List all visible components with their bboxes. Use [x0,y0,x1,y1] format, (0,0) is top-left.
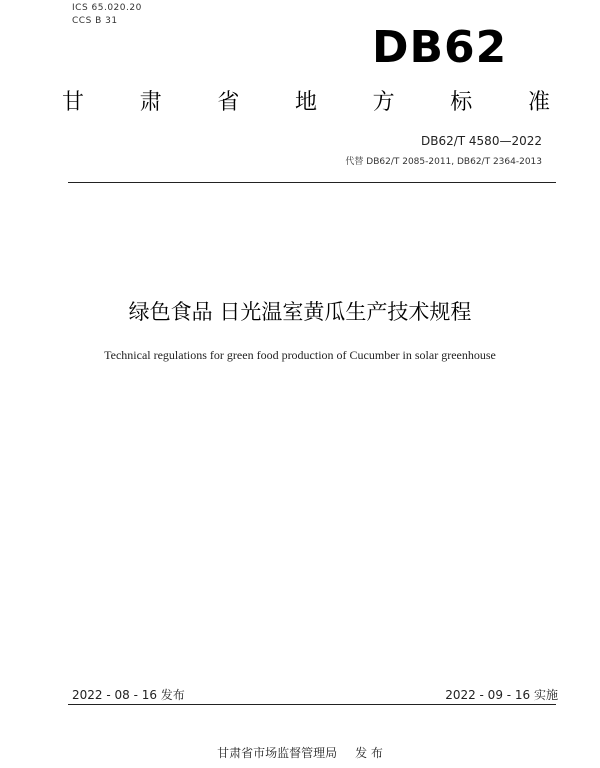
issuer-action: 发 布 [355,746,383,760]
implementation-date: 2022 - 09 - 16 实施 [445,688,558,702]
standard-type-char: 方 [372,89,395,115]
replaces-standards: 代替 DB62/T 2085-2011, DB62/T 2364-2013 [345,157,542,167]
standard-logo: DB62 [372,22,508,73]
document-title-english: Technical regulations for green food production of Cucumber in solar greenhouse [104,348,496,362]
ccs-code: CCS B 31 [72,16,118,26]
bottom-divider [68,704,556,705]
standard-type-char: 省 [217,89,240,115]
classification-codes [72,2,142,28]
top-divider [68,182,556,183]
standard-type-heading [62,84,550,116]
standard-number: DB62/T 4580—2022 [420,134,542,148]
standard-type-char: 肃 [139,89,162,115]
issuer-line [0,744,600,761]
ics-code: ICS 65.020.20 [72,3,142,13]
standard-type-char: 准 [527,89,550,115]
issuer-name: 甘肃省市场监督管理局 [217,746,338,760]
document-title-chinese: 绿色食品 日光温室黄瓜生产技术规程 [128,300,472,324]
issue-date: 2022 - 08 - 16 发布 [72,688,185,702]
standard-type-char: 地 [294,89,317,115]
standard-type-char: 甘 [62,89,85,115]
standard-type-char: 标 [450,89,473,115]
